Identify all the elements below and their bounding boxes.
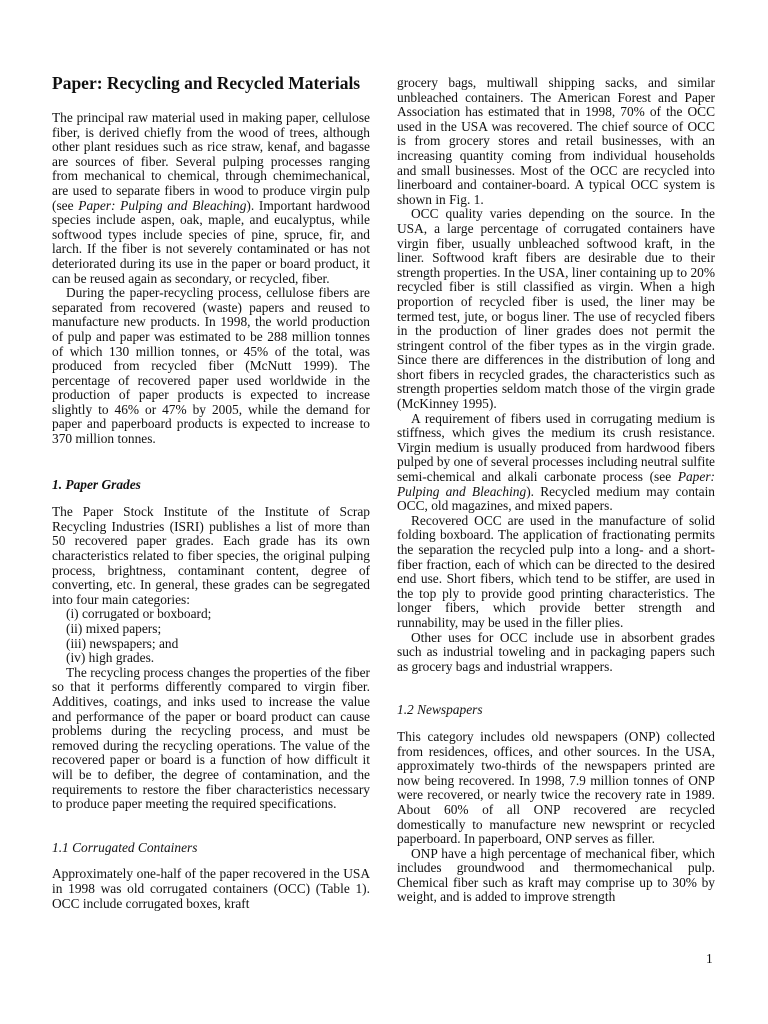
grades-list (52, 607, 370, 665)
intro-p1-text-a: The principal raw material used in making paper, cellulose fiber, is derived chiefly from the wood of trees, although other plant residues such as rice straw, kenaf, and bagasse are sources of fiber. Several pulping processes ranging from mechanical to chemical, through chemimechanical, are used to separate fibers in wood to produce virgin pulp (see (52, 110, 370, 213)
intro-paragraph-2: During the paper-recycling process, cellulose fibers are separated from recovered (waste) papers and reused to manufacture new products. In 1998, the world production of pulp and paper was estimated to be 288 million tonnes of which 130 million tonnes, or 45% of the total, was produced from recycled fiber (McNutt 1999). The percentage of recovered paper used worldwide in the production of paper products is expected to increase slightly to 46% or 47% by 2005, while the demand for paper and paperboard products is expected to increase to 370 million tonnes. (52, 285, 370, 447)
news-paragraph-2: ONP have a high percentage of mechanical fiber, which includes groundwood and thermomechanical pulp. Chemical fiber such as kraft may comprise up to 30% by weight, and is added to improve strength (397, 845, 715, 905)
corrugated-paragraph-1: Approximately one-half of the paper recovered in the USA in 1998 was old corrugated containers (OCC) (Table 1). OCC include corrugated boxes, kraft (52, 866, 370, 911)
list-item: (iv) high grades. (66, 650, 155, 666)
article-title: Paper: Recycling and Recycled Materials (52, 73, 361, 93)
section-heading-corrugated: 1.1 Corrugated Containers (52, 839, 198, 855)
occ-p3-text-b: ). Recycled medium may contain OCC, old magazines, and mixed papers. (397, 483, 715, 514)
section-heading-paper-grades: 1. Paper Grades (52, 476, 141, 492)
page-number: 1 (706, 951, 713, 966)
occ-paragraph-3 (397, 412, 715, 514)
cross-reference: Paper: Pulping and Bleaching (78, 197, 247, 213)
cross-reference: Paper: Pulping and Bleaching (397, 469, 715, 499)
list-item: (iii) newspapers; and (66, 635, 179, 651)
news-paragraph-1: This category includes old newspapers (ONP) collected from residences, offices, and other sources. In the USA, approximately two-thirds of the newspapers printed are now being recovered. In 1998, 7.9 million tonnes of ONP were recovered, or nearly twice the recovery rate in 1989. About 60% of all ONP recovered are recycled domestically to manufacture new newsprint or recycled paperboard. In paperboard, ONP serves as filler. (397, 728, 715, 847)
occ-paragraph-4: Recovered OCC are used in the manufacture of solid folding boxboard. The application of fractionating permits the separation the recycled pulp into a long- and a short-fiber fraction, each of which can be directed to the desired end use. Short fibers, which tend to be stiffer, are used in the top ply to provide good printing characteristics. The longer fibers, which provide better strength and runnability, may be used in the filler plies. (397, 512, 715, 630)
grades-paragraph-1: The Paper Stock Institute of the Institute of Scrap Recycling Industries (ISRI) publishes a list of more than 50 recovered paper grades. Each grade has its own characteristics related to fiber species, the original pulping process, brightness, contaminant content, degree of converting, etc. In general, these grades can be segregated into four main categories: (52, 504, 370, 607)
occ-paragraph-2: OCC quality varies depending on the source. In the USA, a large percentage of corrugated containers have virgin fiber, usually unbleached softwood kraft, in the liner. Softwood kraft fibers are desirable due to their strength properties. In the USA, liner containing up to 20% recycled fiber is still classified as virgin. When a high proportion of recycled fiber is used, the liner may be termed test, jute, or bogus liner. The use of recycled fibers in the production of liner grades does not permit the stringent control of the fiber types as in the virgin grade. Since there are differences in the distribution of long and short fibers in recycled grades, the characteristics such as strength properties seldom match those of the virgin grade (McKinney 1995). (397, 206, 715, 412)
section-heading-newspapers: 1.2 Newspapers (397, 702, 483, 718)
occ-paragraph-5: Other uses for OCC include use in absorbent grades such as industrial toweling and in packaging papers such as grocery bags and industrial wrappers. (397, 629, 715, 674)
left-column (52, 72, 370, 911)
right-column (397, 76, 715, 905)
grades-paragraph-2: The recycling process changes the properties of the fiber so that it performs differently compared to virgin fiber. Additives, coatings, and inks used to increase the value and performance of the paper or board product can cause problems during the recycling process, and must be removed during the recycling operations. The value of the recovered paper or board is a function of how difficult it will be to defiber, the degree of contamination, and the requirements to restore the fiber characteristics necessary to produce paper meeting the required specifications. (52, 664, 370, 812)
list-item: (ii) mixed papers; (66, 621, 162, 636)
list-item: (i) corrugated or boxboard; (66, 606, 212, 622)
occ-p3-text-a: A requirement of fibers used in corrugating medium is stiffness, which gives the medium its crush resistance. Virgin medium is usually produced from hardwood fibers pulped by one of several processes including neutral sulfite semi-chemical and alkali carbonate process (see (397, 410, 715, 485)
occ-paragraph-1: grocery bags, multiwall shipping sacks, and similar unbleached containers. The American Forest and Paper Association has estimated that in 1998, 70% of the OCC used in the USA was recovered. The chief source of OCC is from grocery stores and retail businesses, with an increasing quantity coming from individual households and small businesses. Most of the OCC are recycled into linerboard and container-board. A typical OCC system is shown in Fig. 1. (397, 75, 715, 207)
intro-p1-text-b: ). Important hardwood species include aspen, oak, maple, and eucalyptus, while softwood types include species of pine, spruce, fir, and larch. If the fiber is not severely contaminated or has not deteriorated during its use in the paper or board product, it can be reused again as secondary, or recycled, fiber. (52, 197, 371, 286)
intro-paragraph-1 (52, 111, 370, 286)
